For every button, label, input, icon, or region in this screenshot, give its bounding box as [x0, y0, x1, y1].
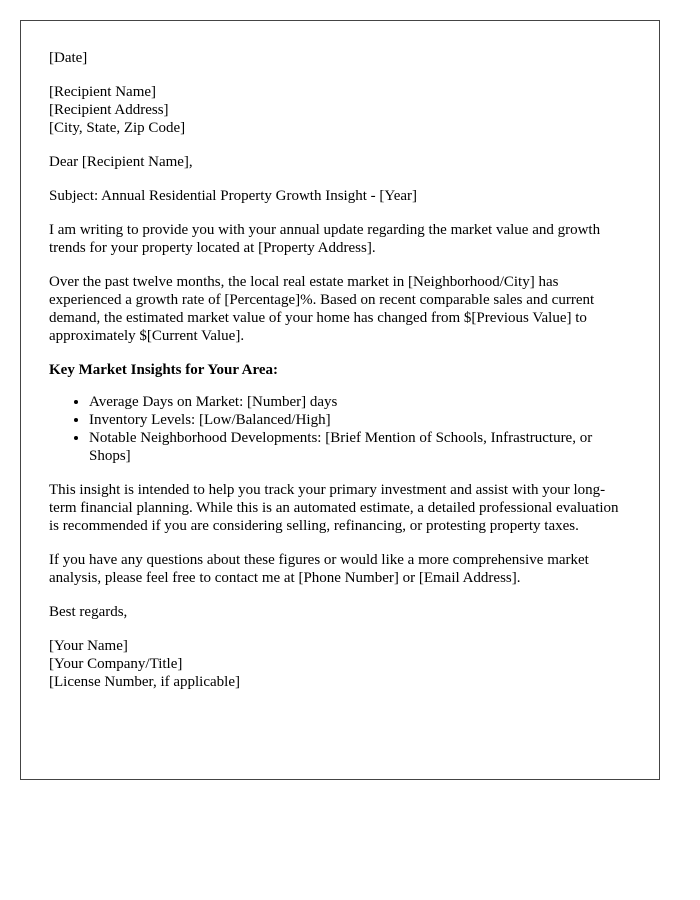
- insights-heading: Key Market Insights for Your Area:: [49, 362, 279, 378]
- paragraph-intro: I am writing to provide you with your annual update regarding the market value and growth trends for your property located at [Property Address].: [49, 222, 601, 256]
- recipient-block: [49, 83, 631, 137]
- signature-company-title: [Your Company/Title]: [49, 656, 183, 672]
- paragraph-market-growth: Over the past twelve months, the local real estate market in [Neighborhood/City] has experienced a growth rate of [Percentage]%. Based on recent comparable sales and current demand, the estimated market value of your home has changed from $[Previous Value] to approximately $[Current Value].: [49, 274, 595, 344]
- paragraph-contact: If you have any questions about these figures or would like a more comprehensive market analysis, please feel free to contact me at [Phone Number] or [Email Address].: [49, 552, 589, 586]
- letter-page: [20, 20, 660, 780]
- list-item: • Average Days on Market: [Number] days: [89, 393, 631, 411]
- recipient-address: [Recipient Address]: [49, 102, 169, 118]
- insights-list: [49, 393, 631, 465]
- signature-block: [49, 637, 631, 691]
- subject-line: Subject: Annual Residential Property Growth Insight - [Year]: [49, 188, 418, 204]
- recipient-city-state-zip: [City, State, Zip Code]: [49, 120, 186, 136]
- signature-name: [Your Name]: [49, 638, 128, 654]
- salutation: Dear [Recipient Name],: [49, 154, 193, 170]
- signature-license: [License Number, if applicable]: [49, 674, 240, 690]
- list-item: • Inventory Levels: [Low/Balanced/High]: [89, 411, 631, 429]
- list-item: • Notable Neighborhood Developments: [Brief Mention of Schools, Infrastructure, or Shops]: [89, 429, 631, 465]
- closing: Best regards,: [49, 604, 128, 620]
- recipient-name: [Recipient Name]: [49, 84, 157, 100]
- letter-date: [Date]: [49, 50, 88, 66]
- paragraph-purpose: This insight is intended to help you track your primary investment and assist with your long-term financial planning. While this is an automated estimate, a detailed professional evaluation is recommended if you are considering selling, refinancing, or protesting property taxes.: [49, 482, 619, 534]
